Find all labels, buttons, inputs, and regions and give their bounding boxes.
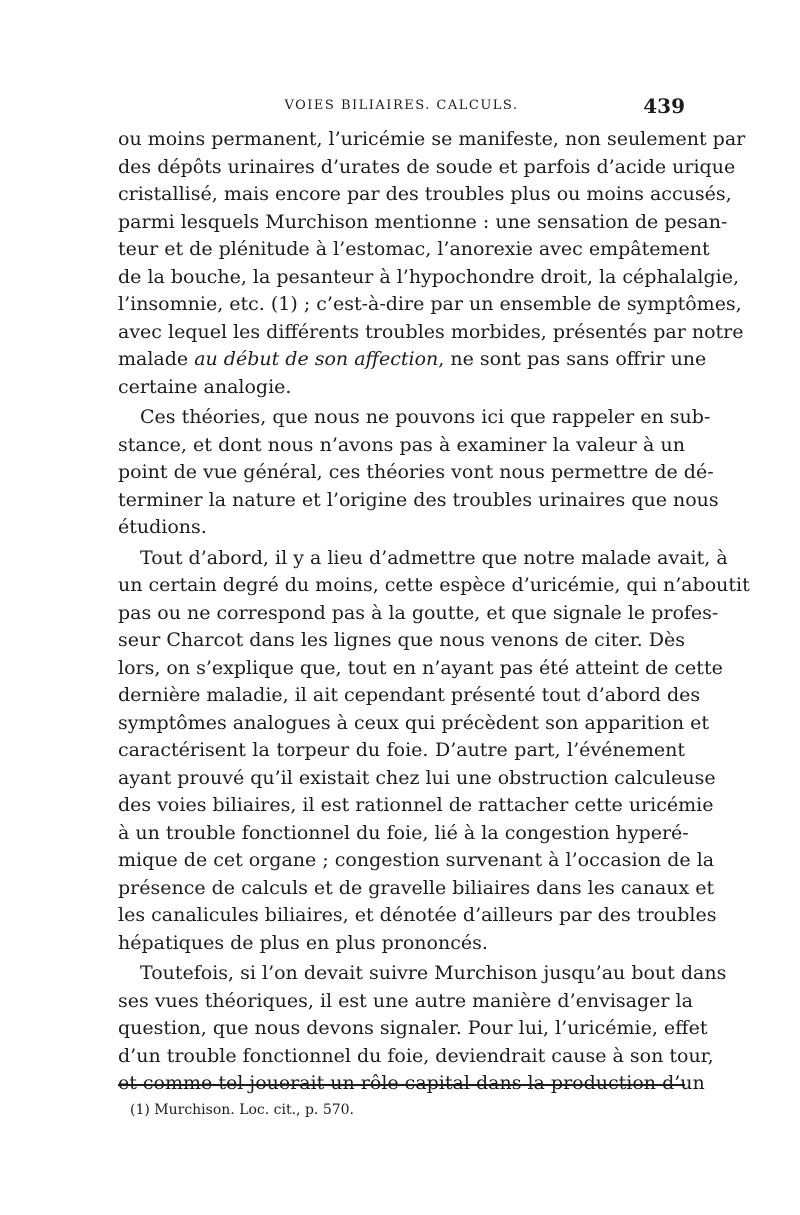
text-line: certaine analogie. — [118, 375, 292, 398]
text-line — [118, 346, 707, 374]
paragraph — [118, 126, 746, 401]
text-line: à un trouble fonctionnel du foie, lié à la congestion hyperé- — [118, 821, 689, 844]
text-line: des dépôts urinaires d’urates de soude et parfois d’acide urique — [118, 155, 736, 178]
text-line: seur Charcot dans les lignes que nous venons de citer. Dès — [118, 629, 685, 651]
page-number: 439 — [643, 94, 685, 118]
text-line: étudions. — [118, 516, 207, 538]
text-line: ses vues théoriques, il est une autre manière d’envisager la — [118, 989, 693, 1012]
text-line: Ces théories, que nous ne pouvons ici que rappeler en sub- — [140, 406, 711, 428]
text-line: stance, et dont nous n’avons pas à examiner la valeur à un — [118, 433, 685, 456]
text-line: cristallisé, mais encore par des troubles plus ou moins accusés, — [118, 183, 732, 205]
text-line: dernière maladie, il ait cependant présenté tout d’abord des — [118, 684, 701, 706]
text-line: symptômes analogues à ceux qui précèdent son apparition et — [118, 711, 709, 734]
footnote: (1) Murchison. Loc. cit., p. 570. — [130, 1102, 354, 1118]
text-segment: malade — [118, 348, 195, 370]
text-line: l’insomnie, etc. (1) ; c’est-à-dire par un ensemble de symptômes, — [118, 293, 742, 315]
footnote-rule — [118, 1084, 685, 1086]
paragraph — [118, 545, 750, 958]
text-line: ou moins permanent, l’uricémie se manifeste, non seulement par — [118, 128, 746, 150]
text-line: pas ou ne correspond pas à la goutte, et que signale le profes- — [118, 601, 719, 624]
body-text — [118, 126, 750, 1098]
text-line: point de vue général, ces théories vont nous permettre de dé- — [118, 461, 714, 483]
paragraph — [118, 960, 727, 1098]
text-line: Tout d’abord, il y a lieu d’admettre que notre malade avait, à — [140, 546, 728, 569]
text-line: et comme tel jouerait un rôle capital dans la production d’un — [118, 1072, 705, 1094]
text-line: lors, on s’explique que, tout en n’ayant pas été atteint de cette — [118, 656, 723, 679]
italic-phrase: au début de son affection — [194, 348, 439, 370]
text-line: terminer la nature et l’origine des troubles urinaires que nous — [118, 488, 719, 511]
text-line: de la bouche, la pesanteur à l’hypochondre droit, la céphalalgie, — [118, 265, 740, 288]
running-title: VOIES BILIAIRES. CALCULS. — [284, 98, 519, 113]
text-line: un certain degré du moins, cette espèce d’uricémie, qui n’aboutit — [118, 574, 750, 596]
text-line: teur et de plénitude à l’estomac, l’anorexie avec empâtement — [118, 238, 710, 260]
text-line: avec lequel les différents troubles morbides, présentés par notre — [118, 320, 744, 343]
text-line: présence de calculs et de gravelle biliaires dans les canaux et — [118, 876, 715, 899]
text-line: les canalicules biliaires, et dénotée d’ailleurs par des troubles — [118, 904, 717, 926]
text-line: Toutefois, si l’on devait suivre Murchison jusqu’au bout dans — [140, 962, 727, 984]
running-header — [118, 96, 685, 120]
text-line: parmi lesquels Murchison mentionne : une sensation de pesan- — [118, 210, 728, 233]
text-line: caractérisent la torpeur du foie. D’autre part, l’événement — [118, 739, 685, 761]
text-line: d’un trouble fonctionnel du foie, deviendrait cause à son tour, — [118, 1044, 714, 1067]
text-line: hépatiques de plus en plus prononcés. — [118, 931, 488, 954]
text-line: question, que nous devons signaler. Pour lui, l’uricémie, effet — [118, 1017, 708, 1039]
text-segment: , ne sont pas sans offrir une — [438, 348, 707, 370]
paragraph — [118, 404, 719, 542]
text-line: des voies biliaires, il est rationnel de rattacher cette uricémie — [118, 794, 714, 816]
text-line: ayant prouvé qu’il existait chez lui une obstruction calculeuse — [118, 766, 716, 789]
text-line: mique de cet organe ; congestion survenant à l’occasion de la — [118, 849, 715, 871]
